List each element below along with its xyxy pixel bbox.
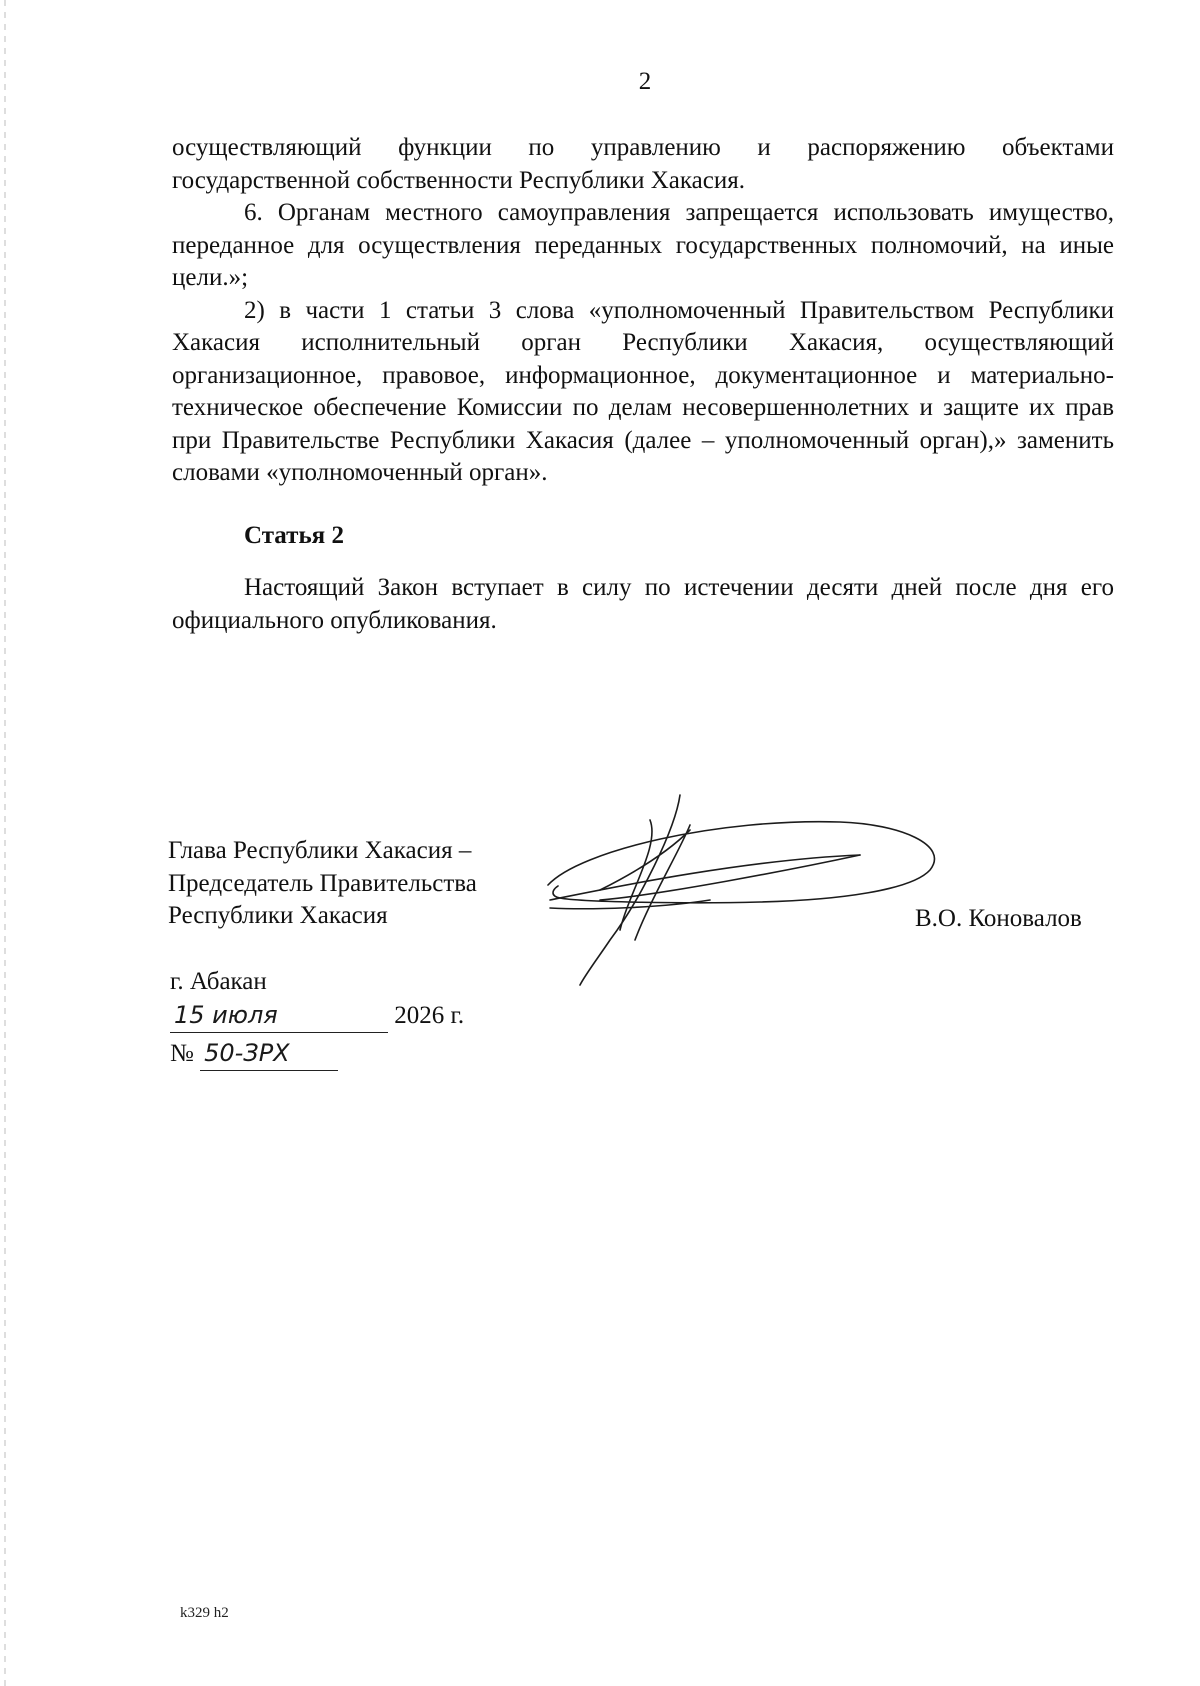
paragraph-continuation: осуществляющий функции по управлению и распоряжению объектами государственной собственности Республики Хакасия. (172, 134, 1114, 194)
scan-edge (4, 0, 6, 1686)
article-heading: Статья 2 (244, 521, 344, 549)
signer-name: В.О. Коновалов (915, 905, 1082, 932)
number-prefix: № (170, 1040, 194, 1067)
law-number (170, 1036, 338, 1071)
signing-date (170, 998, 464, 1033)
signatory-title-line2: Председатель Правительства (168, 869, 477, 897)
paragraph-item-6: 6. Органам местного самоуправления запрещается использовать имущество, переданное для осуществления переданных государственных полномочий, на иные цели.»; (172, 199, 1114, 291)
handwritten-date: 15 июля (170, 998, 388, 1033)
signatory-title-line3: Республики Хакасия (168, 902, 388, 929)
handwritten-number: 50-ЗРХ (200, 1036, 338, 1071)
signatory-title (168, 835, 477, 933)
date-year: 2026 г. (394, 1002, 465, 1029)
page-number: 2 (638, 68, 652, 95)
document-code: k329 h2 (180, 1605, 229, 1621)
handwritten-signature (540, 790, 960, 990)
paragraph-item-2: 2) в части 1 статьи 3 слова «уполномоченный Правительством Республики Хакасия исполнительный орган Республики Хакасия, осуществляющий организационное, правовое, информационное, документационное и материально-техническое обеспечение Комиссии по делам несовершеннолетних и защите их прав при Правительстве Республики Хакасия (далее – уполномоченный орган),» заменить словами «уполномоченный орган». (172, 296, 1114, 486)
place-of-signing: г. Абакан (170, 968, 267, 995)
signatory-title-line1: Глава Республики Хакасия – (168, 837, 472, 864)
article-text: Настоящий Закон вступает в силу по истечении десяти дней после дня его официального опубликования. (172, 574, 1114, 634)
document-body (172, 132, 1114, 637)
